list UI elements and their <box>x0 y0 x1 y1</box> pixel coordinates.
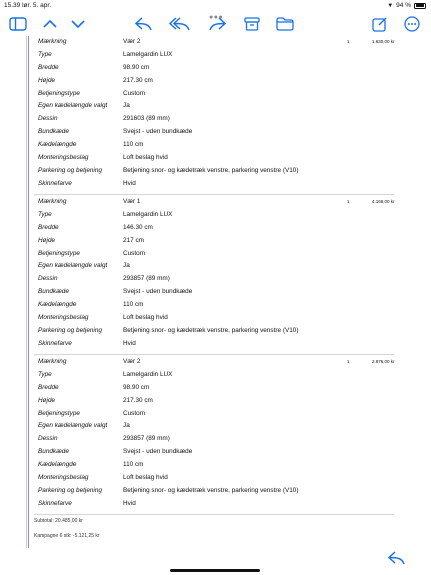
spec-value: Lamelgardin LUX <box>123 370 173 378</box>
spec-value: Ja <box>123 422 130 430</box>
item-qty: 1 <box>347 359 350 364</box>
spec-label: Skinnefarve <box>38 499 72 507</box>
spec-label: Type <box>38 50 52 58</box>
spec-row <box>34 369 404 382</box>
spec-label: Højde <box>38 396 56 404</box>
spec-value: 98.90 cm <box>123 63 150 71</box>
more-dots-icon: ●●● <box>209 14 224 21</box>
spec-value: Svejst - uden bundkæde <box>123 288 193 296</box>
quote-bar-outer <box>26 36 27 548</box>
spec-row <box>34 325 404 338</box>
spec-label: Mærkning <box>38 358 67 365</box>
spec-row <box>34 472 404 485</box>
spec-value: 291603 (89 mm) <box>123 115 170 123</box>
spec-row <box>34 36 404 49</box>
spec-row <box>34 222 404 235</box>
spec-label: Kædelængde <box>38 301 77 309</box>
spec-value: Hvid <box>123 499 136 507</box>
chevron-up-icon[interactable] <box>38 12 62 36</box>
spec-label: Parkering og betjening <box>38 326 102 334</box>
forward-icon[interactable] <box>205 12 229 36</box>
spec-row <box>34 498 404 511</box>
spec-value: Loft beslag hvid <box>123 314 168 322</box>
spec-row <box>34 382 404 395</box>
more-icon[interactable] <box>400 12 424 36</box>
spec-row <box>34 446 404 459</box>
spec-value: Custom <box>123 409 146 417</box>
status-right <box>387 2 426 9</box>
spec-value: Lamelgardin LUX <box>123 50 173 58</box>
spec-row <box>34 235 404 248</box>
spec-value: 293857 (89 mm) <box>123 435 170 443</box>
reply-all-icon[interactable] <box>168 12 192 36</box>
spec-row <box>34 286 404 299</box>
spec-row <box>34 75 404 88</box>
spec-value: 293857 (89 mm) <box>123 275 170 283</box>
spec-label: Monteringsbeslag <box>38 154 89 162</box>
reply-icon[interactable] <box>132 12 156 36</box>
mail-toolbar <box>0 12 431 36</box>
spec-label: Egen kædelængde valgt <box>38 262 108 270</box>
spec-row <box>34 100 404 113</box>
spec-row <box>34 139 404 152</box>
spec-label: Egen kædelængde valgt <box>38 422 108 430</box>
spec-value: Vær 1 <box>123 198 141 205</box>
item-divider <box>34 194 394 195</box>
spec-label: Dessin <box>38 115 58 123</box>
spec-value: Vær 2 <box>123 358 141 365</box>
spec-value: 217 cm <box>123 236 144 244</box>
spec-label: Betjeningstype <box>38 249 80 257</box>
spec-value: Lamelgardin LUX <box>123 210 173 218</box>
battery-icon <box>414 3 426 9</box>
spec-value: Custom <box>123 89 146 97</box>
spec-label: Monteringsbeslag <box>38 474 89 482</box>
wifi-icon: ▼ <box>387 2 394 9</box>
spec-label: Bredde <box>38 63 59 71</box>
spec-value: 110 cm <box>123 461 144 469</box>
sidebar-icon[interactable] <box>6 12 30 36</box>
spec-label: Bundkæde <box>38 288 69 296</box>
spec-value: Hvid <box>123 339 136 347</box>
spec-row <box>34 433 404 446</box>
order-item <box>34 36 404 191</box>
item-divider <box>34 514 394 515</box>
item-price: 2.876,00 kr <box>372 359 395 364</box>
compose-icon[interactable] <box>368 12 392 36</box>
spec-label: Bredde <box>38 223 59 231</box>
spec-value: Ja <box>123 102 130 110</box>
message-body <box>0 36 431 548</box>
spec-row <box>34 49 404 62</box>
spec-label: Kædelængde <box>38 461 77 469</box>
spec-label: Egen kædelængde valgt <box>38 102 108 110</box>
spec-label: Mærkning <box>38 198 67 205</box>
spec-row <box>34 248 404 261</box>
spec-label: Parkering og betjening <box>38 486 102 494</box>
spec-label: Højde <box>38 76 56 84</box>
spec-label: Dessin <box>38 435 58 443</box>
spec-label: Bundkæde <box>38 128 69 136</box>
campaign-text: Kampagne 6 stk: -5.121,25 kr <box>34 533 100 539</box>
folder-icon[interactable] <box>273 12 297 36</box>
spec-value: Svejst - uden bundkæde <box>123 128 193 136</box>
spec-value: Loft beslag hvid <box>123 474 168 482</box>
spec-value: Svejst - uden bundkæde <box>123 448 193 456</box>
spec-value: Betjening snor- og kædetræk venstre, parkering venstre (V10) <box>123 486 299 494</box>
spec-row <box>34 126 404 139</box>
spec-row <box>34 485 404 498</box>
battery-percent: 94 % <box>396 2 411 9</box>
item-qty: 1 <box>347 199 350 204</box>
spec-row <box>34 152 404 165</box>
spec-row <box>34 395 404 408</box>
spec-label: Type <box>38 210 52 218</box>
spec-value: 146.30 cm <box>123 223 153 231</box>
spec-value: 98.90 cm <box>123 383 150 391</box>
spec-value: Vær 2 <box>123 38 141 45</box>
spec-label: Kædelængde <box>38 141 77 149</box>
status-bar <box>0 0 431 12</box>
spec-row <box>34 338 404 351</box>
spec-value: Betjening snor- og kædetræk venstre, parkering venstre (V10) <box>123 326 299 334</box>
item-qty: 1 <box>347 39 350 44</box>
spec-label: Skinnefarve <box>38 179 72 187</box>
spec-value: Loft beslag hvid <box>123 154 168 162</box>
spec-row <box>34 420 404 433</box>
spec-label: Type <box>38 370 52 378</box>
spec-label: Bredde <box>38 383 59 391</box>
home-indicator[interactable] <box>170 569 260 572</box>
spec-row <box>34 408 404 421</box>
order-item <box>34 356 404 511</box>
spec-row <box>34 260 404 273</box>
spec-row <box>34 196 404 209</box>
spec-label: Mærkning <box>38 38 67 45</box>
spec-row <box>34 459 404 472</box>
spec-label: Højde <box>38 236 56 244</box>
spec-row <box>34 273 404 286</box>
spec-row <box>34 62 404 75</box>
chevron-down-icon[interactable] <box>66 12 90 36</box>
spec-row <box>34 356 404 369</box>
spec-row <box>34 299 404 312</box>
spec-label: Parkering og betjening <box>38 166 102 174</box>
quote-bar <box>28 36 29 548</box>
spec-row <box>34 178 404 191</box>
order-item <box>34 196 404 351</box>
spec-value: Betjening snor- og kædetræk venstre, parkering venstre (V10) <box>123 166 299 174</box>
spec-row <box>34 312 404 325</box>
subtotal-text: Subtotal: 20.485,00 kr <box>34 518 83 524</box>
spec-value: 110 cm <box>123 141 144 149</box>
spec-row <box>34 209 404 222</box>
battery-fill <box>416 4 424 7</box>
spec-row <box>34 88 404 101</box>
spec-label: Betjeningstype <box>38 409 80 417</box>
status-time: 15.39 <box>4 2 21 9</box>
status-date: lør. 5. apr. <box>22 2 51 9</box>
spec-value: 217.30 cm <box>123 396 153 404</box>
spec-row <box>34 165 404 178</box>
spec-value: Ja <box>123 262 130 270</box>
item-price: 1.630,00 kr <box>372 39 395 44</box>
spec-row <box>34 113 404 126</box>
spec-value: Hvid <box>123 179 136 187</box>
archive-icon[interactable] <box>240 12 264 36</box>
spec-label: Dessin <box>38 275 58 283</box>
bottom-bar <box>0 548 431 575</box>
spec-value: 110 cm <box>123 301 144 309</box>
spec-label: Bundkæde <box>38 448 69 456</box>
item-divider <box>34 354 394 355</box>
item-price: 4.168,00 kr <box>372 199 395 204</box>
spec-value: Custom <box>123 249 146 257</box>
spec-label: Monteringsbeslag <box>38 314 89 322</box>
spec-label: Skinnefarve <box>38 339 72 347</box>
spec-value: 217.30 cm <box>123 76 153 84</box>
status-left <box>4 2 51 9</box>
reply-icon[interactable] <box>388 551 406 570</box>
spec-label: Betjeningstype <box>38 89 80 97</box>
